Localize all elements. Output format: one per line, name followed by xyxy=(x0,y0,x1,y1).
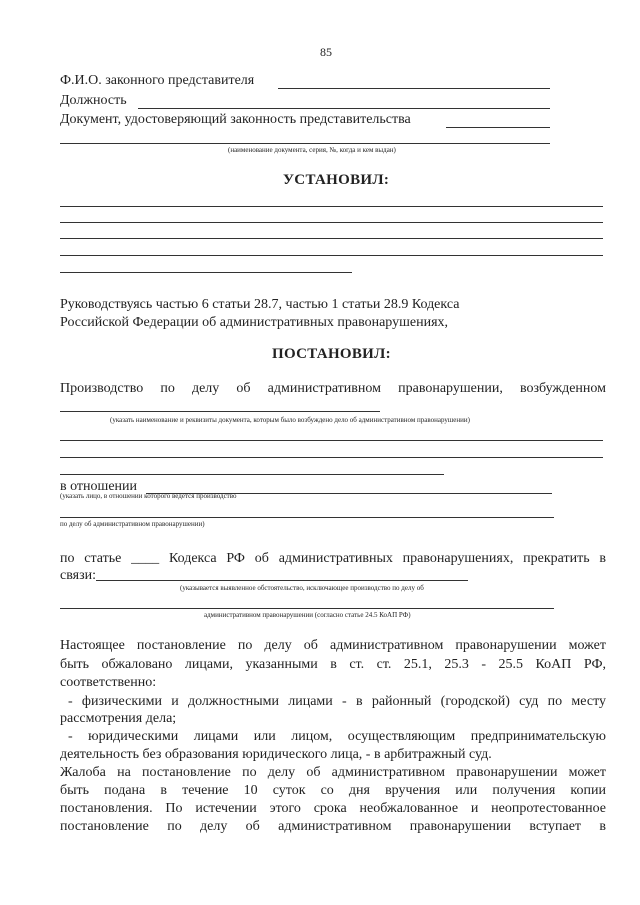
regarding-caption-2: по делу об административном правонарушении) xyxy=(60,520,205,528)
ruling-heading: ПОСТАНОВИЛ: xyxy=(272,346,391,362)
complaint-line-4: постановление по делу об административном правонарушении вступает в xyxy=(60,819,606,834)
reason-field[interactable] xyxy=(96,580,468,581)
proceedings-line-2[interactable] xyxy=(60,440,603,441)
representative-document-caption: (наименование документа, серия, №, когда и кем выдан) xyxy=(228,146,396,154)
representative-fio-label: Ф.И.О. законного представителя xyxy=(60,73,255,88)
appeal-item-1-line-1: - физическими и должностными лицами - в районный (городской) суд по месту xyxy=(68,694,606,709)
appeal-line-2: быть обжаловано лицами, указанными в ст. ст. 25.1, 25.3 - 25.5 КоАП РФ, xyxy=(60,657,606,672)
proceedings-caption: (указать наименование и реквизиты документа, которым было возбуждено дело об административном правонарушении) xyxy=(110,416,470,424)
established-heading: УСТАНОВИЛ: xyxy=(283,172,390,188)
proceedings-line: Производство по делу об административном правонарушении, возбужденном xyxy=(60,381,606,396)
reason-label: связи: xyxy=(60,568,96,583)
page-number: 85 xyxy=(320,45,332,59)
article-line: по статье ____ Кодекса РФ об административных правонарушениях, прекратить в xyxy=(60,551,606,566)
appeal-line-1: Настоящее постановление по делу об административном правонарушении может xyxy=(60,638,606,653)
basis-line-2: Российской Федерации об административных правонарушениях, xyxy=(60,315,449,330)
complaint-line-1: Жалоба на постановление по делу об административном правонарушении может xyxy=(60,765,606,780)
established-line-5[interactable] xyxy=(60,272,352,273)
reason-caption: (указывается выявленное обстоятельство, исключающее производство по делу об xyxy=(180,584,424,592)
regarding-label: в отношении xyxy=(60,479,138,494)
representative-position-label: Должность xyxy=(60,93,127,108)
regarding-caption: (указать лицо, в отношении которого ведется производство xyxy=(60,492,237,500)
representative-document-field-line2[interactable] xyxy=(60,143,550,144)
representative-position-field[interactable] xyxy=(138,108,550,109)
reason-field-2[interactable] xyxy=(60,608,554,609)
proceedings-field[interactable] xyxy=(60,411,380,412)
established-line-2[interactable] xyxy=(60,222,603,223)
proceedings-line-4[interactable] xyxy=(60,474,444,475)
basis-line-1: Руководствуясь частью 6 статьи 28.7, частью 1 статьи 28.9 Кодекса xyxy=(60,297,460,312)
representative-fio-field[interactable] xyxy=(278,88,550,89)
appeal-line-3: соответственно: xyxy=(60,675,157,690)
representative-document-label: Документ, удостоверяющий законность представительства xyxy=(60,112,411,127)
complaint-line-2: быть подана в течение 10 суток со дня вручения или получения копии xyxy=(60,783,606,798)
regarding-field-2[interactable] xyxy=(60,517,554,518)
appeal-item-2-line-1: - юридическими лицами или лицом, осуществляющим предпринимательскую xyxy=(68,729,606,744)
proceedings-line-3[interactable] xyxy=(60,457,603,458)
established-line-4[interactable] xyxy=(60,255,603,256)
established-line-1[interactable] xyxy=(60,206,603,207)
established-line-3[interactable] xyxy=(60,238,603,239)
representative-document-field[interactable] xyxy=(446,127,550,128)
appeal-item-2-line-2: деятельность без образования юридического лица, - в арбитражный суд. xyxy=(60,747,492,762)
appeal-item-1-line-2: рассмотрения дела; xyxy=(60,711,177,726)
complaint-line-3: постановления. По истечении этого срока необжалованное и неопротестованное xyxy=(60,801,606,816)
reason-caption-2: административном правонарушении (согласно статье 24.5 КоАП РФ) xyxy=(204,611,411,619)
